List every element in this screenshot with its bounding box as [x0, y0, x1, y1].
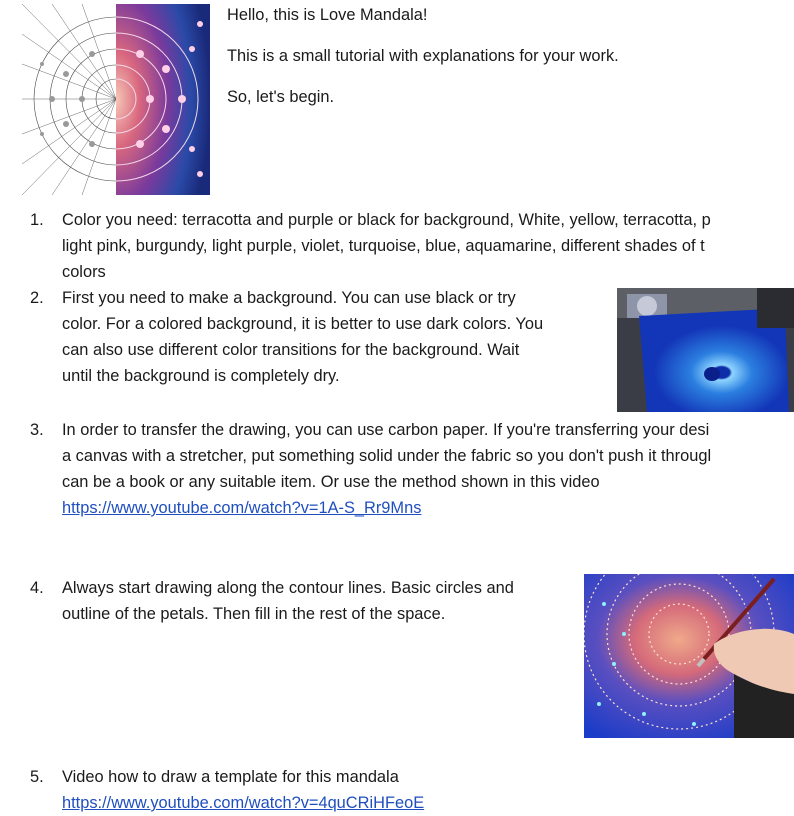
youtube-link-transfer[interactable]: https://www.youtube.com/watch?v=1A-S_Rr9Mns [62, 499, 422, 517]
step-text-line: Video how to draw a template for this mandala [62, 768, 399, 786]
step-text-line: a canvas with a stretcher, put something solid under the fabric so you don't push it througl [62, 447, 712, 465]
step-text-line: Color you need: terracotta and purple or black for background, White, yellow, terracotta, p [62, 211, 711, 229]
step-text-line: can be a book or any suitable item. Or use the method shown in this video [62, 473, 600, 491]
painting-hand-image [584, 574, 794, 738]
youtube-link-template[interactable]: https://www.youtube.com/watch?v=4quCRiHFeoE [62, 794, 425, 812]
step-text-line: colors [62, 263, 106, 281]
step-text-line: outline of the petals. Then fill in the rest of the space. [62, 605, 446, 623]
step-number: 1. [30, 211, 44, 229]
intro-greeting: Hello, this is Love Mandala! [227, 6, 428, 24]
step-text-line: First you need to make a background. You can use black or try [62, 289, 516, 307]
intro-tutorial: This is a small tutorial with explanations for your work. [227, 47, 619, 65]
mandala-image [22, 4, 210, 195]
intro-begin: So, let's begin. [227, 88, 335, 106]
step-text-line: In order to transfer the drawing, you can use carbon paper. If you're transferring your desi [62, 421, 710, 439]
step-text-line: light pink, burgundy, light purple, violet, turquoise, blue, aquamarine, different shades of t [62, 237, 705, 255]
step-number: 2. [30, 289, 44, 307]
background-canvas-image [617, 288, 794, 412]
step-text-line: until the background is completely dry. [62, 367, 340, 385]
step-number: 5. [30, 768, 44, 786]
step-text-line: can also use different color transitions for the background. Wait [62, 341, 520, 359]
step-text-line: color. For a colored background, it is better to use dark colors. You [62, 315, 544, 333]
step-number: 4. [30, 579, 44, 597]
step-number: 3. [30, 421, 44, 439]
step-text-line: Always start drawing along the contour lines. Basic circles and [62, 579, 514, 597]
